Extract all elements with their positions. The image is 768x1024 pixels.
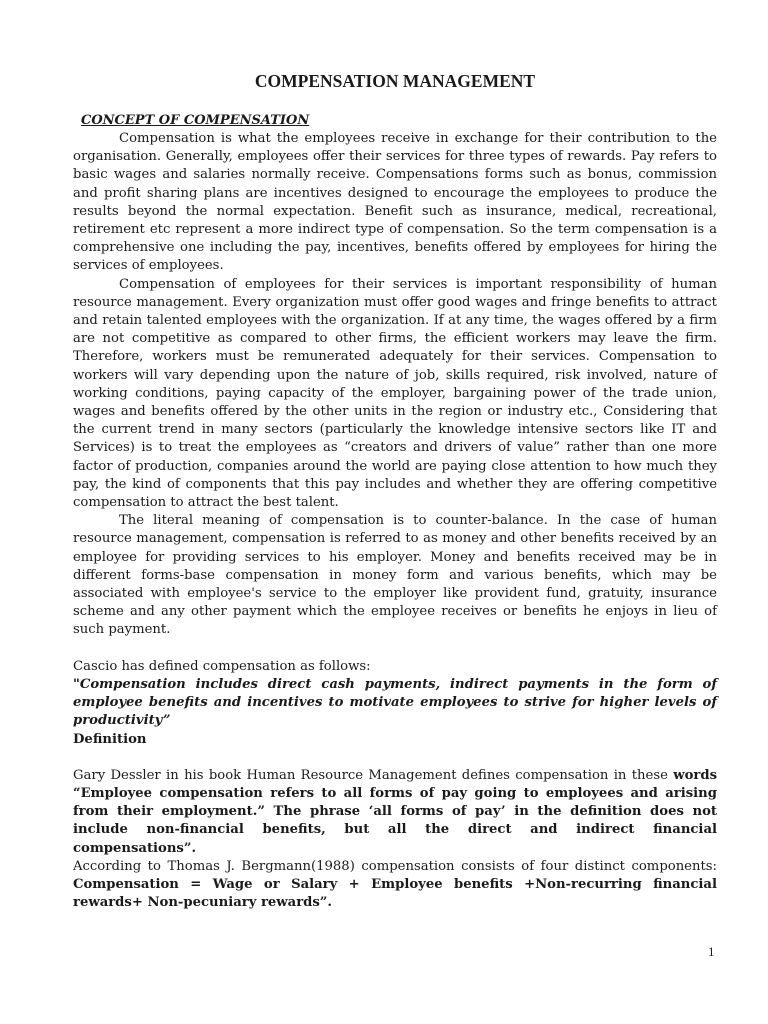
spacer bbox=[73, 749, 717, 767]
document-title: COMPENSATION MANAGEMENT bbox=[254, 71, 536, 91]
bergmann-intro: According to Thomas J. Bergmann(1988) compensation consists of four distinct components: bbox=[73, 858, 717, 874]
paragraph-hr-responsibility: Compensation of employees for their services is important responsibility of human resource management. Every organization must offer good wages and fringe benefits to attract and retain talented employees with the organization. If at any time, the wages offered by a firm are not competitive as compared to other firms, the efficient workers may leave the firm. Therefore, workers must be remunerated adequately for their services. Compensation to workers will vary depending upon the nature of job, skills required, risk involved, nature of working conditions, paying capacity of the employer, bargaining power of the trade union, wages and benefits offered by the other units in the region or industry etc., Considering that the current trend in many sectors (particularly the knowledge intensive sectors like IT and Services) is to treat the employees as “creators and drivers of value” rather than one more factor of production, companies around the world are paying close attention to how much they pay, the kind of components that this pay includes and whether they are offering competitive compensation to attract the best talent. bbox=[73, 276, 717, 511]
dessler-paragraph bbox=[73, 767, 717, 858]
dessler-intro: Gary Dessler in his book Human Resource Management defines compensation in these bbox=[73, 767, 668, 783]
section-heading: CONCEPT OF COMPENSATION bbox=[81, 113, 310, 128]
dessler-definition: words “Employee compensation refers to all forms of pay going to employees and arising from their employment.” The phrase ‘all forms of pay’ in the definition does not include non-financial benefits, but all the direct and indirect financial compensations”. bbox=[73, 767, 717, 856]
definition-heading: Definition bbox=[73, 731, 147, 747]
paragraph-compensation-definition: Compensation is what the employees receive in exchange for their contribution to the organisation. Generally, employees offer their services for three types of rewards. Pay refers to basic wages and salaries normally receive. Compensations forms such as bonus, commission and profit sharing plans are incentives designed to encourage the employees to produce the results beyond the normal expectation. Benefit such as insurance, medical, recreational, retirement etc represent a more indirect type of compensation. So the term compensation is a comprehensive one including the pay, incentives, benefits offered by employees for hiring the services of employees. bbox=[73, 131, 717, 274]
page-number: 1 bbox=[708, 944, 715, 959]
document-page bbox=[73, 70, 717, 912]
cascio-quote: "Compensation includes direct cash payments, indirect payments in the form of employee benefits and incentives to motivate employees to strive for higher levels of productivity” bbox=[73, 676, 717, 729]
spacer bbox=[73, 640, 717, 658]
paragraph-literal-meaning: The literal meaning of compensation is to counter-balance. In the case of human resource management, compensation is referred to as money and other benefits received by an employee for providing services to his employer. Money and benefits received may be in different forms-base compensation in money form and various benefits, which may be associated with employee's service to the employer like provident fund, gratuity, insurance scheme and any other payment which the employee receives or benefits he enjoys in lieu of such payment. bbox=[73, 513, 717, 638]
bergmann-formula: Compensation = Wage or Salary + Employee benefits +Non-recurring financial rewards+ Non-pecuniary rewards”. bbox=[73, 876, 717, 911]
cascio-intro: Cascio has defined compensation as follows: bbox=[73, 658, 371, 674]
bergmann-paragraph bbox=[73, 858, 717, 913]
